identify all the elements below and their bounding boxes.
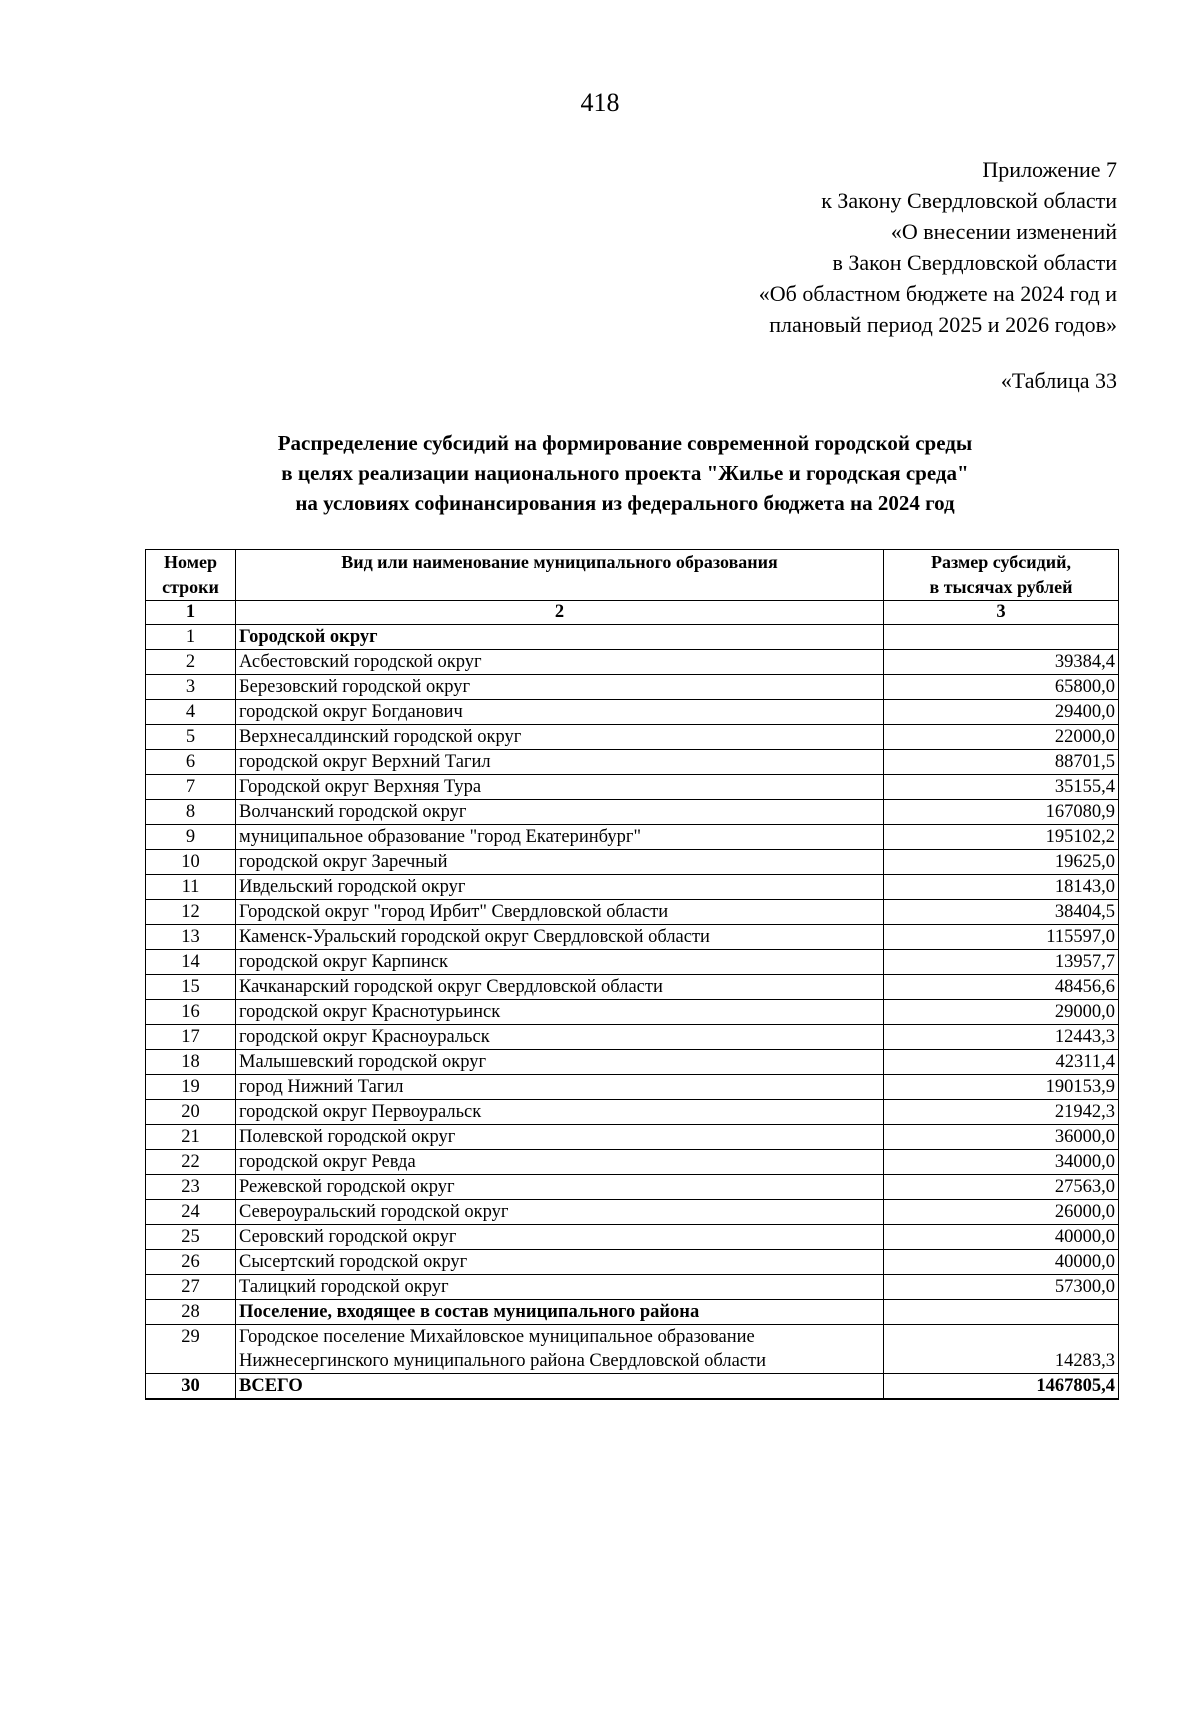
table-row — [146, 975, 1119, 1000]
municipality-name-line: Нижнесергинского муниципального района Свердловской области — [239, 1351, 766, 1371]
title-line: в целях реализации национального проекта "Жилье и городская среда" — [281, 461, 969, 485]
municipality-name: городской округ Краснотурьинск — [236, 1000, 884, 1025]
table-reference: «Таблица 33 — [1000, 368, 1117, 393]
row-number: 18 — [146, 1050, 236, 1075]
subsidy-amount: 167080,9 — [884, 800, 1119, 825]
row-number: 3 — [146, 675, 236, 700]
subsidy-table — [145, 549, 1119, 1400]
municipality-name: город Нижний Тагил — [236, 1075, 884, 1100]
table-row — [146, 1175, 1119, 1200]
table-row — [146, 1250, 1119, 1275]
row-number: 10 — [146, 850, 236, 875]
table-row — [146, 700, 1119, 725]
subsidy-amount: 36000,0 — [884, 1125, 1119, 1150]
municipality-name: Асбестовский городской округ — [236, 650, 884, 675]
header-row-number: Номер строки — [146, 550, 236, 601]
subsidy-amount: 195102,2 — [884, 825, 1119, 850]
municipality-name: Каменск-Уральский городской округ Свердловской области — [236, 925, 884, 950]
row-number: 8 — [146, 800, 236, 825]
row-number: 20 — [146, 1100, 236, 1125]
row-number: 15 — [146, 975, 236, 1000]
row-number: 28 — [146, 1300, 236, 1325]
subsidy-amount: 14283,3 — [884, 1325, 1119, 1374]
table-row — [146, 1075, 1119, 1100]
municipality-name: городской округ Первоуральск — [236, 1100, 884, 1125]
table-row — [146, 1100, 1119, 1125]
row-number: 25 — [146, 1225, 236, 1250]
table-row — [146, 675, 1119, 700]
column-index: 2 — [236, 601, 884, 625]
subsidy-amount: 1467805,4 — [884, 1374, 1119, 1400]
title-line: Распределение субсидий на формирование современной городской среды — [277, 431, 973, 455]
municipality-name: Полевской городской округ — [236, 1125, 884, 1150]
table-row — [146, 950, 1119, 975]
table-row — [146, 1300, 1119, 1325]
municipality-name-line: Городское поселение Михайловское муниципальное образование — [239, 1327, 755, 1347]
table-row — [146, 725, 1119, 750]
row-number: 17 — [146, 1025, 236, 1050]
appendix-line: Приложение 7 — [982, 157, 1117, 182]
row-number: 22 — [146, 1150, 236, 1175]
municipality-name: Североуральский городской округ — [236, 1200, 884, 1225]
subsidy-amount: 190153,9 — [884, 1075, 1119, 1100]
row-number: 14 — [146, 950, 236, 975]
row-number: 21 — [146, 1125, 236, 1150]
header-subsidy-amount: Размер субсидий, в тысячах рублей — [884, 550, 1119, 601]
table-row — [146, 800, 1119, 825]
subsidy-amount — [884, 1300, 1119, 1325]
appendix-line: к Закону Свердловской области — [821, 188, 1117, 213]
row-number: 29 — [146, 1325, 236, 1374]
municipality-name: Серовский городской округ — [236, 1225, 884, 1250]
row-number: 23 — [146, 1175, 236, 1200]
table-row — [146, 1150, 1119, 1175]
row-number: 7 — [146, 775, 236, 800]
table-row — [146, 1025, 1119, 1050]
municipality-name: городской округ Заречный — [236, 850, 884, 875]
table-row — [146, 1325, 1119, 1374]
subsidy-amount: 29000,0 — [884, 1000, 1119, 1025]
row-number: 6 — [146, 750, 236, 775]
row-number: 27 — [146, 1275, 236, 1300]
row-number: 5 — [146, 725, 236, 750]
municipality-name: Волчанский городской округ — [236, 800, 884, 825]
municipality-name: Малышевский городской округ — [236, 1050, 884, 1075]
municipality-name — [236, 1325, 884, 1374]
subsidy-amount: 21942,3 — [884, 1100, 1119, 1125]
table-row — [146, 775, 1119, 800]
subsidy-amount: 48456,6 — [884, 975, 1119, 1000]
subsidy-amount: 22000,0 — [884, 725, 1119, 750]
municipality-name: Качканарский городской округ Свердловской области — [236, 975, 884, 1000]
subsidy-amount: 40000,0 — [884, 1250, 1119, 1275]
column-index-row — [146, 601, 1119, 625]
subsidy-amount: 12443,3 — [884, 1025, 1119, 1050]
table-row — [146, 1275, 1119, 1300]
subsidy-amount: 115597,0 — [884, 925, 1119, 950]
subsidy-amount: 18143,0 — [884, 875, 1119, 900]
municipality-name: ВСЕГО — [236, 1374, 884, 1400]
subsidy-amount: 88701,5 — [884, 750, 1119, 775]
row-number: 16 — [146, 1000, 236, 1025]
row-number: 11 — [146, 875, 236, 900]
header-municipality: Вид или наименование муниципального образования — [236, 550, 884, 601]
row-number: 13 — [146, 925, 236, 950]
subsidy-amount: 57300,0 — [884, 1275, 1119, 1300]
municipality-name: Березовский городской округ — [236, 675, 884, 700]
row-number: 2 — [146, 650, 236, 675]
table-row — [146, 1050, 1119, 1075]
table-header-row — [146, 550, 1119, 601]
row-number: 26 — [146, 1250, 236, 1275]
municipality-name: Верхнесалдинский городской округ — [236, 725, 884, 750]
table-row — [146, 900, 1119, 925]
municipality-name: городской округ Карпинск — [236, 950, 884, 975]
subsidy-amount — [884, 625, 1119, 650]
table-row — [146, 1000, 1119, 1025]
row-number: 30 — [146, 1374, 236, 1400]
table-row — [146, 625, 1119, 650]
municipality-name: городской округ Красноуральск — [236, 1025, 884, 1050]
row-number: 19 — [146, 1075, 236, 1100]
subsidy-amount: 19625,0 — [884, 850, 1119, 875]
subsidy-amount: 38404,5 — [884, 900, 1119, 925]
table-row — [146, 825, 1119, 850]
row-number: 4 — [146, 700, 236, 725]
column-index: 3 — [884, 601, 1119, 625]
table-body — [146, 625, 1119, 1400]
municipality-name: городской округ Ревда — [236, 1150, 884, 1175]
subsidy-amount: 35155,4 — [884, 775, 1119, 800]
row-number: 12 — [146, 900, 236, 925]
municipality-name: Талицкий городской округ — [236, 1275, 884, 1300]
table-row — [146, 650, 1119, 675]
row-number: 9 — [146, 825, 236, 850]
municipality-name: муниципальное образование "город Екатеринбург" — [236, 825, 884, 850]
subsidy-amount: 27563,0 — [884, 1175, 1119, 1200]
appendix-line: «О внесении изменений — [890, 219, 1117, 244]
subsidy-amount: 26000,0 — [884, 1200, 1119, 1225]
subsidy-amount: 39384,4 — [884, 650, 1119, 675]
column-index: 1 — [146, 601, 236, 625]
subsidy-amount: 40000,0 — [884, 1225, 1119, 1250]
table-row — [146, 875, 1119, 900]
appendix-line: «Об областном бюджете на 2024 год и — [758, 281, 1117, 306]
appendix-line: в Закон Свердловской области — [832, 250, 1117, 275]
table-row — [146, 1225, 1119, 1250]
subsidy-amount: 42311,4 — [884, 1050, 1119, 1075]
municipality-name: Городской округ Верхняя Тура — [236, 775, 884, 800]
row-number: 1 — [146, 625, 236, 650]
municipality-name: Ивдельский городской округ — [236, 875, 884, 900]
table-row — [146, 1374, 1119, 1400]
municipality-name: Сысертский городской округ — [236, 1250, 884, 1275]
municipality-name: Поселение, входящее в состав муниципального района — [236, 1300, 884, 1325]
subsidy-amount: 29400,0 — [884, 700, 1119, 725]
table-row — [146, 850, 1119, 875]
subsidy-amount: 34000,0 — [884, 1150, 1119, 1175]
municipality-name: Городской округ — [236, 625, 884, 650]
subsidy-amount: 65800,0 — [884, 675, 1119, 700]
appendix-block — [759, 154, 1117, 340]
title-line: на условиях софинансирования из федерального бюджета на 2024 год — [295, 491, 955, 515]
row-number: 24 — [146, 1200, 236, 1225]
table-row — [146, 750, 1119, 775]
table-row — [146, 1125, 1119, 1150]
table-row — [146, 925, 1119, 950]
page-number: 418 — [580, 88, 620, 117]
document-title — [0, 428, 1200, 518]
municipality-name: Городской округ "город Ирбит" Свердловской области — [236, 900, 884, 925]
appendix-line: плановый период 2025 и 2026 годов» — [769, 312, 1117, 337]
table-row — [146, 1200, 1119, 1225]
municipality-name: Режевской городской округ — [236, 1175, 884, 1200]
subsidy-amount: 13957,7 — [884, 950, 1119, 975]
municipality-name: городской округ Верхний Тагил — [236, 750, 884, 775]
municipality-name: городской округ Богданович — [236, 700, 884, 725]
